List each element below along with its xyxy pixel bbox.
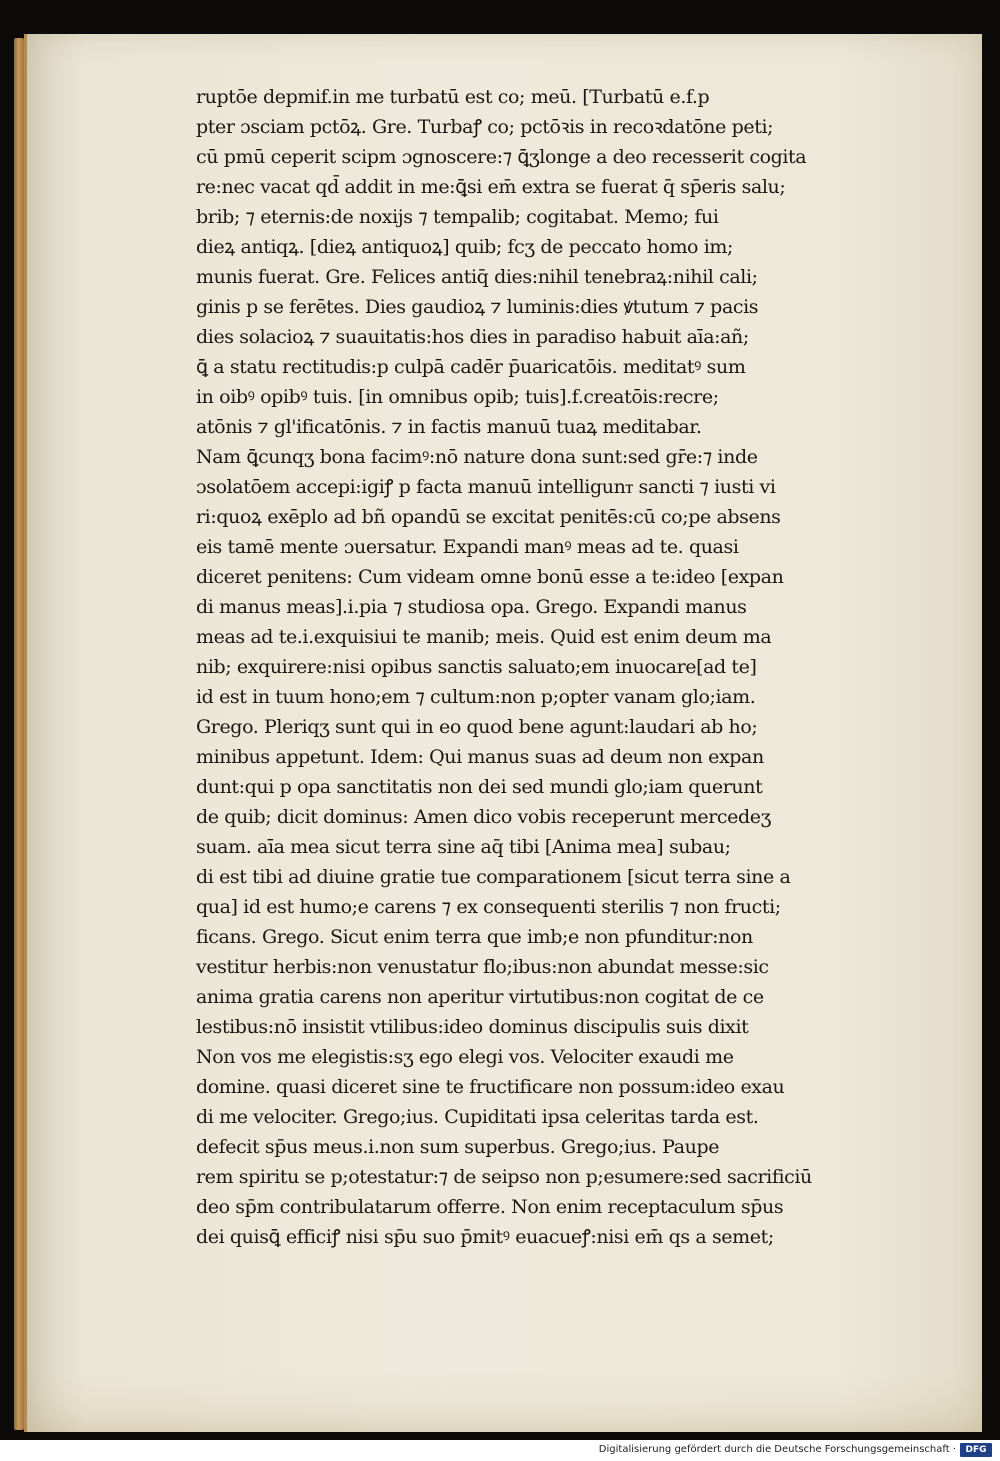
text-line: rem spiritu se p;otestatur:⁊ de seipso non p;esumere:sed sacrificiū: [196, 1166, 812, 1188]
text-line: vestitur herbis:non venustatur flo;ibus:non abundat messe:sic: [196, 956, 769, 978]
text-line: re:nec vacat qd̄ addit in me:ꝗ̄si em̄ extra se fuerat q̄ sp̄eris salu;: [196, 176, 786, 198]
text-line: nib; exquirere:nisi opibus sanctis saluato;em inuocare[ad te]: [196, 656, 757, 678]
text-line: suam. aīa mea sicut terra sine aq̄ tibi [Anima mea] subau;: [196, 836, 731, 858]
text-line: dei quisꝗ̄ efficiꝭ nisi sp̄u suo p̄mitꝰ euacueꝭ:nisi em̄ qs a semet;: [196, 1226, 774, 1248]
book-page-edge: [14, 38, 24, 1430]
text-line: Grego. Pleriqʒ sunt qui in eo quod bene agunt:laudari ab ho;: [196, 716, 758, 738]
text-line: qua] id est humo;e carens ⁊ ex consequenti sterilis ⁊ non fructi;: [196, 896, 781, 918]
text-line: minibus appetunt. Idem: Qui manus suas ad deum non expan: [196, 746, 764, 768]
text-line: ficans. Grego. Sicut enim terra que imb;e non pfunditur:non: [196, 926, 753, 948]
text-line: munis fuerat. Gre. Felices antiq̄ dies:nihil tenebraꝝ:nihil cali;: [196, 266, 758, 288]
text-line: di me velociter. Grego;ius. Cupiditati ipsa celeritas tarda est.: [196, 1106, 759, 1128]
text-line: dies solacioꝝ ⁊ suauitatis:hos dies in paradiso habuit aīa:añ;: [196, 326, 749, 348]
dfg-logo-icon: DFG: [960, 1443, 992, 1457]
text-line: ɔsolatōem accepi:igiꝭ p facta manuū intelligunꭲ sancti ⁊ iusti vi: [196, 476, 776, 498]
text-line: eis tamē mente ɔuersatur. Expandi manꝰ meas ad te. quasi: [196, 536, 739, 558]
text-line: domine. quasi diceret sine te fructificare non possum:ideo exau: [196, 1076, 785, 1098]
footer-credit-strip: [0, 1440, 1000, 1461]
page-shading: [27, 1372, 982, 1432]
text-line: diceret penitens: Cum videam omne bonū esse a te:ideo [expan: [196, 566, 784, 588]
text-line: di est tibi ad diuine gratie tue comparationem [sicut terra sine a: [196, 866, 791, 888]
text-line: ruptōe depmif.in me turbatū est co; meū. [Turbatū e.f.p: [196, 86, 710, 108]
text-line: lestibus:nō insistit vtilibus:ideo dominus discipulis suis dixit: [196, 1016, 749, 1038]
text-line: id est in tuum hono;em ⁊ cultum:non p;opter vanam glo;iam.: [196, 686, 756, 708]
text-line: deo sp̄m contribulatarum offerre. Non enim receptaculum sp̄us: [196, 1196, 784, 1218]
text-line: de quib; dicit dominus: Amen dico vobis receperunt mercedeʒ: [196, 806, 771, 828]
text-line: atōnis ⁊ gl'ificatōnis. ⁊ in factis manuū tuaꝝ meditabar.: [196, 416, 702, 438]
text-line: dunt:qui p opa sanctitatis non dei sed mundi glo;iam querunt: [196, 776, 763, 798]
text-line: ri:quoꝝ exēplo ad bñ opandū se excitat penitēs:cū co;pe absens: [196, 506, 781, 528]
text-line: in oibꝰ opibꝰ tuis. [in omnibus opib; tuis].f.creatōis:recre;: [196, 386, 719, 408]
text-line: di manus meas].i.pia ⁊ studiosa opa. Grego. Expandi manus: [196, 596, 747, 618]
text-block: [196, 82, 876, 1252]
text-line: ꝗ̄ a statu rectitudis:p culpā cadēr p̄uaricatōis. meditatꝰ sum: [196, 356, 746, 378]
text-line: anima gratia carens non aperitur virtutibus:non cogitat de ce: [196, 986, 764, 1008]
text-line: dieꝝ antiqꝝ. [dieꝝ antiquoꝝ] quib; fcʒ de peccato homo im;: [196, 236, 734, 258]
text-line: meas ad te.i.exquisiui te manib; meis. Quid est enim deum ma: [196, 626, 772, 648]
text-line: pter ɔsciam pctōꝝ. Gre. Turbaꝭ co; pctōꝛis in recoꝛdatōne peti;: [196, 116, 774, 138]
text-line: brib; ⁊ eternis:de noxijs ⁊ tempalib; cogitabat. Memo; fui: [196, 206, 719, 228]
text-line: Nam ꝗ̄cunqʒ bona facimꝰ:nō nature dona sunt:sed gr̄e:⁊ inde: [196, 446, 758, 468]
text-line: defecit sp̄us meus.i.non sum superbus. Grego;ius. Paupe: [196, 1136, 720, 1158]
text-line: ginis p se ferētes. Dies gaudioꝝ ⁊ luminis:dies ꝟtutum ⁊ pacis: [196, 296, 759, 318]
text-line: Non vos me elegistis:sʒ ego elegi vos. Velociter exaudi me: [196, 1046, 734, 1068]
text-line: cū pmū ceperit scipm ɔgnoscere:⁊ ꝗ̄ʒlonge a deo recesserit cogita: [196, 146, 807, 168]
funding-credit-text: Digitalisierung gefördert durch die Deutsche Forschungsgemeinschaft ·: [598, 1444, 956, 1455]
